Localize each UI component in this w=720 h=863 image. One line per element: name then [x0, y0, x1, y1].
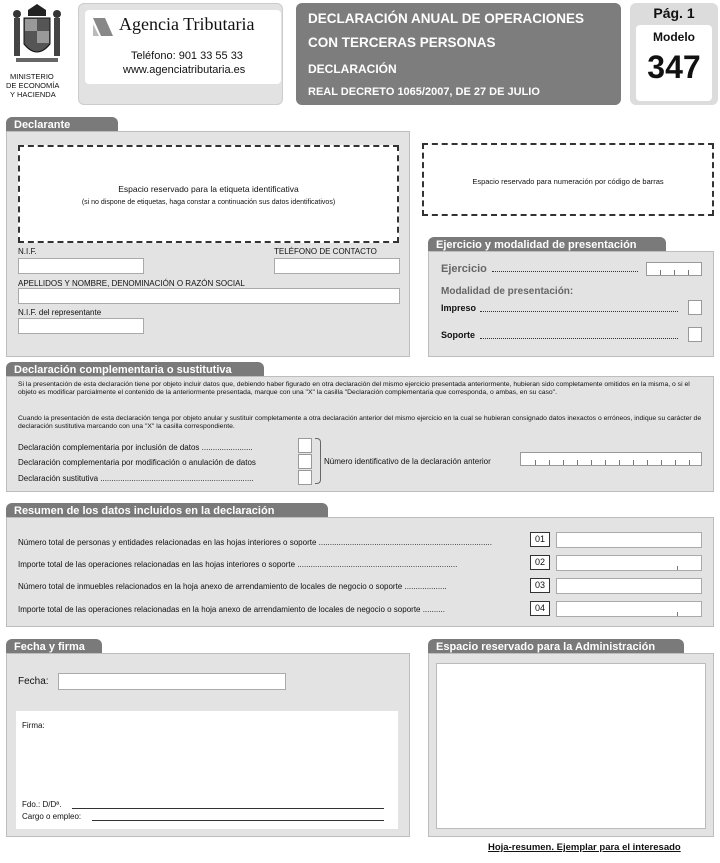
label-space: [18, 145, 399, 243]
firma-area[interactable]: [16, 711, 398, 829]
opt-modificacion-label: Declaración complementaria por modificación o anulación de datos: [18, 458, 256, 467]
agency-logo-icon: [91, 16, 115, 38]
fecha-input[interactable]: [58, 673, 286, 690]
label-space-note: (si no dispone de etiquetas, haga constar a continuación sus datos identificativos): [81, 199, 336, 206]
resumen-row-code: 02: [530, 555, 550, 570]
telefono-label: TELÉFONO DE CONTACTO: [274, 247, 377, 256]
modelo-label: Modelo: [653, 30, 695, 44]
brace: [315, 438, 321, 484]
numero-anterior-input[interactable]: [520, 452, 702, 466]
firma-label: Firma:: [22, 721, 45, 730]
soporte-label: Soporte: [441, 330, 476, 340]
barcode-space-text: Espacio reservado para numeración por código de barras: [472, 177, 664, 186]
title-line-1: DECLARACIÓN ANUAL DE OPERACIONES: [308, 11, 585, 26]
resumen-tab: Resumen de los datos incluidos en la declaración: [6, 503, 328, 520]
cargo-label: Cargo o empleo:: [22, 812, 82, 821]
nif-label: N.I.F.: [18, 247, 37, 256]
resumen-row-input[interactable]: [556, 555, 702, 571]
resumen-row-code: 03: [530, 578, 550, 593]
ejercicio-input[interactable]: [646, 262, 702, 276]
complementaria-tab: Declaración complementaria o sustitutiva: [6, 362, 264, 379]
nif-rep-label: N.I.F. del representante: [18, 308, 102, 317]
resumen-row-input[interactable]: [556, 601, 702, 617]
resumen-row-input[interactable]: [556, 578, 702, 594]
page-label: Pág. 1: [653, 5, 695, 21]
ejercicio-tab: Ejercicio y modalidad de presentación: [428, 237, 666, 254]
opt-sustitutiva-label: Declaración sustitutiva .....................................................................: [18, 474, 254, 483]
modalidad-label: Modalidad de presentación:: [441, 286, 574, 297]
title-line-2: CON TERCERAS PERSONAS: [308, 35, 496, 50]
nif-rep-input[interactable]: [18, 318, 144, 334]
fdo-label: Fdo.: D/Dª.: [22, 800, 62, 809]
soporte-checkbox[interactable]: [688, 327, 702, 342]
nif-input[interactable]: [18, 258, 144, 274]
resumen-row-code: 01: [530, 532, 550, 547]
declarante-tab: Declarante: [6, 117, 118, 134]
resumen-row-label: Importe total de las operaciones relacionadas en las hojas interiores o soporte ........................................................................: [18, 560, 458, 569]
complementaria-text-1: Si la presentación de esta declaración tiene por objeto incluir datos que, debiendo haber figurado en otra declaración del mismo ejercicio presentada anteriormente, hubieran sido completamente omitidos en la misma, o si el objeto es modificar parcialmente el contenido de la anteriormente presentada, marque con una "X" la casilla "Declaración complementaria que corresponda, o ambas, en su caso".: [18, 381, 690, 397]
ministry-line-2: DE ECONOMÍA: [6, 81, 60, 90]
resumen-row-label: Número total de inmuebles relacionados en la hoja anexo de arrendamiento de locales de negocio o soporte ...................: [18, 582, 447, 591]
resumen-row-input[interactable]: [556, 532, 702, 548]
apellidos-input[interactable]: [18, 288, 400, 304]
opt-inclusion-checkbox[interactable]: [298, 438, 312, 453]
coat-of-arms-icon: [10, 4, 64, 66]
ministry-block: [2, 2, 72, 102]
opt-sustitutiva-checkbox[interactable]: [298, 470, 312, 485]
decree: REAL DECRETO 1065/2007, DE 27 DE JULIO: [308, 86, 540, 98]
resumen-row-code: 04: [530, 601, 550, 616]
agency-block: [78, 3, 283, 105]
fecha-label: Fecha:: [18, 676, 49, 687]
telefono-input[interactable]: [274, 258, 400, 274]
subtitle: DECLARACIÓN: [308, 62, 397, 76]
firma-tab: Fecha y firma: [6, 639, 102, 656]
agency-website: www.agenciatributaria.es: [123, 64, 246, 76]
modelo-block: [630, 3, 718, 105]
impreso-label: Impreso: [441, 303, 477, 313]
administracion-area: [436, 663, 706, 829]
agency-phone: Teléfono: 901 33 55 33: [131, 50, 243, 62]
modelo-number: 347: [647, 49, 701, 85]
footer-text: Hoja-resumen. Ejemplar para el interesado: [488, 842, 681, 853]
numero-anterior-label: Número identificativo de la declaración anterior: [324, 457, 491, 466]
opt-inclusion-label: Declaración complementaria por inclusión de datos .......................: [18, 443, 253, 452]
barcode-space: [422, 143, 714, 216]
agency-name: Agencia Tributaria: [119, 14, 255, 34]
ministry-line-3: Y HACIENDA: [10, 90, 56, 99]
complementaria-text-2: Cuando la presentación de esta declaración tenga por objeto anular y sustituir completamente a otra declaración anterior del mismo ejercicio en la cual se hubieran consignado datos inexactos o erróneos, indique su carácter de declaración sustitutiva marcando con una "X" la casilla correspondiente.: [18, 415, 702, 431]
opt-modificacion-checkbox[interactable]: [298, 454, 312, 469]
ministry-line-1: MINISTERIO: [10, 72, 54, 81]
resumen-row-label: Número total de personas y entidades relacionadas en las hojas interiores o soporte ..............................................................................: [18, 538, 492, 547]
ejercicio-label: Ejercicio: [441, 263, 487, 275]
resumen-row-label: Importe total de las operaciones relacionadas en la hoja anexo de arrendamiento de locales de negocio o soporte ..........: [18, 605, 445, 614]
administracion-tab: Espacio reservado para la Administración: [428, 639, 684, 656]
impreso-checkbox[interactable]: [688, 300, 702, 315]
form-title-block: [296, 3, 621, 105]
apellidos-label: APELLIDOS Y NOMBRE, DENOMINACIÓN O RAZÓN SOCIAL: [18, 279, 245, 288]
label-space-text: Espacio reservado para la etiqueta identificativa: [118, 184, 299, 194]
